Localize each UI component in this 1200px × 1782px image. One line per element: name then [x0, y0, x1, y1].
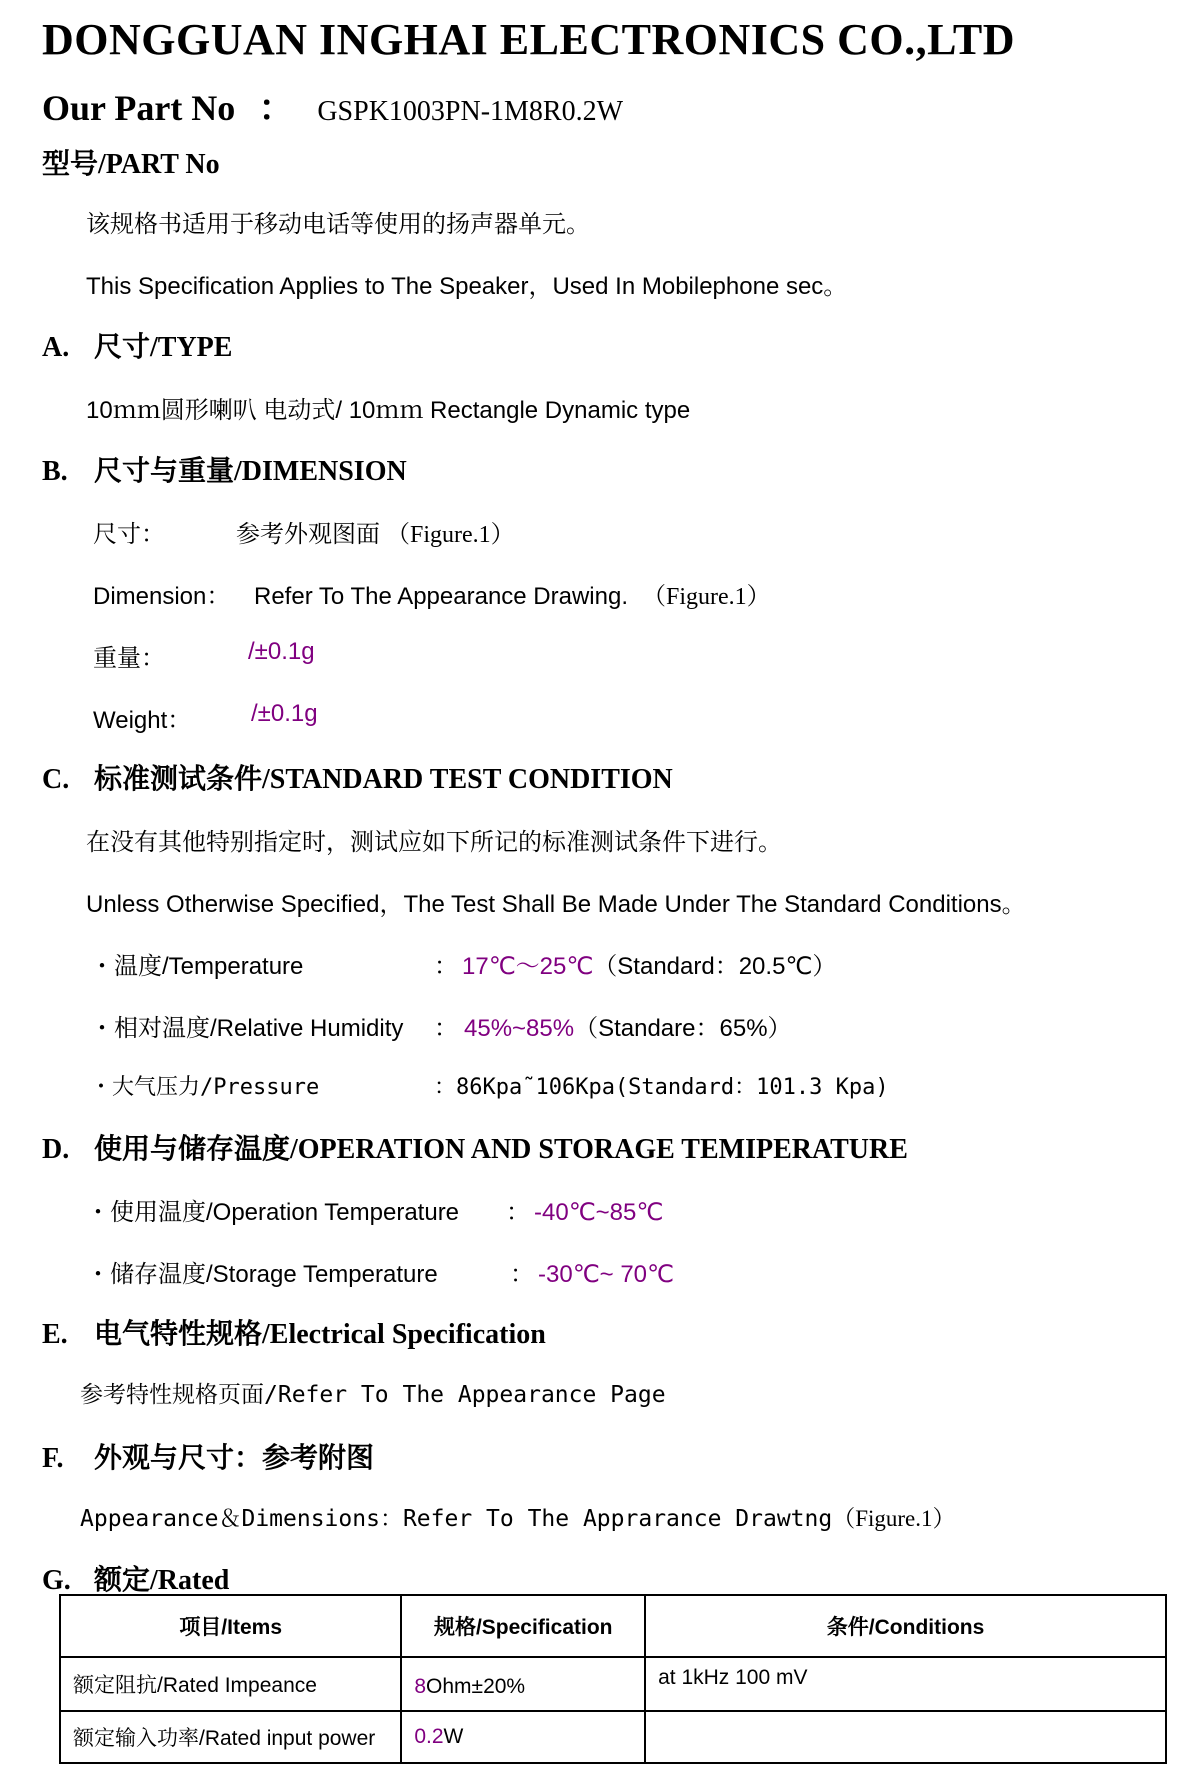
table-row	[60, 1711, 1166, 1763]
rated-table-header-row	[60, 1595, 1166, 1657]
dimension-en-value: Refer To The Appearance Drawing.	[254, 583, 629, 610]
operation-temp-label: ・使用温度/Operation Temperature	[86, 1199, 460, 1226]
temperature-range: 17℃～25℃	[462, 953, 594, 980]
table-row	[60, 1657, 1166, 1711]
section-g-title: 额定/Rated	[94, 1565, 230, 1596]
section-g-letter: G.	[42, 1565, 71, 1596]
section-b-letter: B.	[42, 456, 68, 487]
section-c-heading	[42, 757, 673, 797]
intro-cn: 该规格书适用于移动电话等使用的扬声器单元。	[86, 212, 590, 238]
section-a-letter: A.	[42, 332, 70, 363]
humidity-standard: （Standare：65%）	[574, 1015, 792, 1042]
temperature-standard: （Standard：20.5℃）	[593, 953, 837, 980]
temperature-sep: ：	[434, 953, 458, 980]
rated-row-condition: at 1kHz 100 mV	[645, 1657, 1166, 1711]
section-f-heading	[42, 1436, 374, 1476]
storage-temp-sep: ：	[510, 1261, 534, 1288]
section-a-title: 尺寸/TYPE	[94, 332, 233, 363]
dimension-en-figure: （Figure.1）	[642, 584, 771, 610]
section-c-cn: 在没有其他特别指定时，测试应如下所记的标准测试条件下进行。	[86, 830, 782, 856]
section-b-title: 尺寸与重量/DIMENSION	[94, 456, 407, 487]
section-b-heading	[42, 449, 407, 489]
section-d-title: 使用与储存温度/OPERATION AND STORAGE TEMIPERATURE	[94, 1134, 908, 1165]
section-c-letter: C.	[42, 764, 70, 795]
dimension-cn-label: 尺寸：	[93, 522, 165, 548]
dimension-en-label: Dimension：	[93, 583, 231, 610]
section-f-line-wrap	[80, 1500, 956, 1533]
part-number-sep: ：	[258, 88, 295, 128]
section-d-letter: D.	[42, 1134, 70, 1165]
operation-temp-value: -40℃~85℃	[534, 1199, 664, 1226]
section-f-line: Appearance＆Dimensions：Refer To The Apprarance Drawtng	[80, 1506, 833, 1532]
company-name: DONGGUAN INGHAI ELECTRONICS CO.,LTD	[42, 15, 1016, 64]
storage-temp-value: -30℃~ 70℃	[538, 1261, 674, 1288]
weight-cn-value: /±0.1g	[248, 638, 315, 665]
storage-temp-label: ・储存温度/Storage Temperature	[86, 1261, 438, 1288]
humidity-value-line	[434, 1008, 792, 1043]
section-c-title: 标准测试条件/STANDARD TEST CONDITION	[94, 764, 673, 795]
intro-en: This Specification Applies to The Speaker，Used In Mobilephone sec。	[86, 273, 848, 300]
section-e-title: 电气特性规格/Electrical Specification	[94, 1319, 546, 1350]
rated-header-items: 项目/Items	[60, 1595, 401, 1657]
rated-row-item: 额定输入功率/Rated input power	[60, 1711, 401, 1763]
rated-row-condition	[645, 1711, 1166, 1763]
section-e-line: 参考特性规格页面/Refer To The Appearance Page	[80, 1382, 666, 1408]
weight-en-value: /±0.1g	[251, 700, 318, 727]
part-number-line	[42, 80, 623, 131]
weight-cn-label: 重量：	[93, 646, 165, 672]
section-e-letter: E.	[42, 1319, 68, 1350]
rated-table	[59, 1594, 1167, 1764]
section-a-heading	[42, 325, 232, 365]
rated-row-spec	[401, 1657, 645, 1711]
part-number-value: GSPK1003PN-1M8R0.2W	[317, 96, 624, 127]
humidity-range: 45%~85%	[464, 1015, 575, 1042]
section-g-heading	[42, 1558, 229, 1598]
dimension-cn-value: 参考外观图面 （Figure.1）	[236, 522, 515, 548]
section-a-line: 10ｍｍ圆形喇叭 电动式/ 10ｍｍ Rectangle Dynamic type	[86, 397, 691, 424]
operation-temp-sep: ：	[506, 1199, 530, 1226]
section-f-letter: F.	[42, 1443, 64, 1474]
weight-en-label: Weight：	[93, 707, 192, 734]
operation-temp-line	[506, 1192, 663, 1227]
humidity-sep: ：	[434, 1015, 458, 1042]
section-f-figure: （Figure.1）	[832, 1506, 956, 1531]
temperature-value-line	[434, 946, 836, 981]
section-d-heading	[42, 1127, 908, 1167]
rated-row-spec-unit: Ohm±20%	[426, 1675, 526, 1698]
rated-row-spec-number: 8	[414, 1675, 427, 1698]
rated-header-spec: 规格/Specification	[401, 1595, 645, 1657]
storage-temp-line	[510, 1254, 674, 1289]
section-c-en: Unless Otherwise Specified，The Test Shall Be Made Under The Standard Conditions。	[86, 891, 1026, 918]
section-e-heading	[42, 1312, 546, 1352]
part-number-label: Our Part No	[42, 88, 236, 128]
rated-row-item: 额定阻抗/Rated Impeance	[60, 1657, 401, 1711]
model-heading: 型号/PART No	[42, 149, 220, 180]
dimension-en-value-line	[254, 576, 771, 611]
pressure-label: ・大气压力/Pressure	[90, 1075, 320, 1100]
temperature-label: ・温度/Temperature	[90, 953, 304, 980]
section-f-title: 外观与尺寸：参考附图	[94, 1443, 375, 1474]
rated-row-spec-unit: W	[443, 1725, 464, 1748]
rated-row-spec	[401, 1711, 645, 1763]
humidity-label: ・相对温度/Relative Humidity	[90, 1015, 404, 1042]
rated-row-spec-number: 0.2	[414, 1725, 444, 1748]
rated-header-conditions: 条件/Conditions	[645, 1595, 1166, 1657]
pressure-value: ：86Kpa˜106Kpa(Standard：101.3 Kpa)	[434, 1075, 889, 1100]
